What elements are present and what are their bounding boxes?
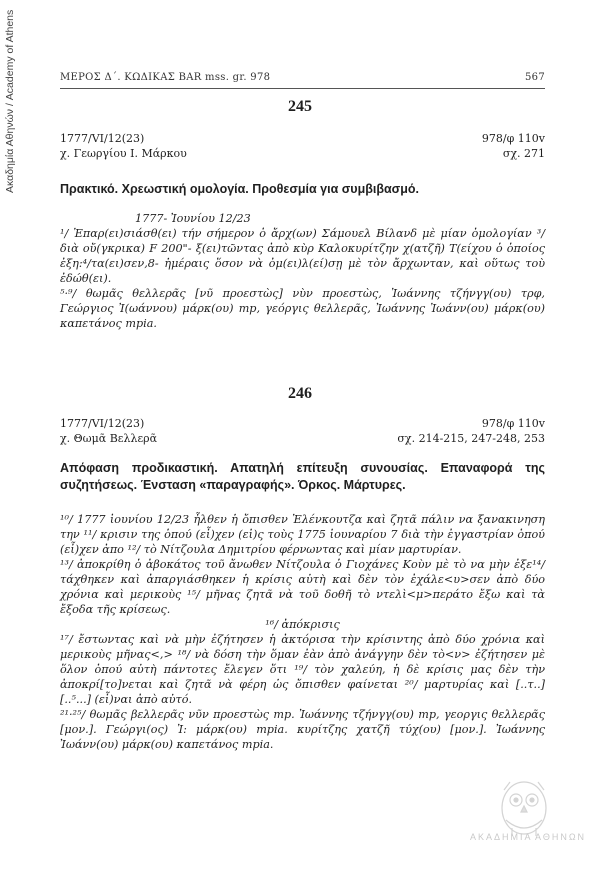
doc-246-folio: 978/φ 110v <box>481 417 545 430</box>
doc-246-para-2: ¹³/ ἀποκρίθη ὁ ἀβοκάτος τοῦ ἄνωθεν Νίτζουλα ὁ Γιοχάνες Κοὺν μὲ τὸ να μὴν ἐξε¹⁴/τάχθηκεν καὶ ἀπαργιάσθηκεν ἡ κρίσις αὐτὴ καὶ δὲν τὸν ἐχάλε<υ>σεν ἀπὸ δύο χρόνια καὶ μερικοὺς ¹⁵/ μῆνας ζητᾶ νὰ τοῦ δοθῆ τὸ ντελὶ<μ>περάτο ἔξω καὶ τὰ ἔξοδα τῆς κρίσεως. <box>60 558 545 616</box>
doc-245-signatures: ⁵·⁹/ θωμᾶς θελλερᾶς [νῦ προεστὼς] νὺν προεστὼς, Ἰωάννης τζήνγγ(ου) τρφ, Γεώργιος Ἰ(ωάννου) μάρκ(ου) mp, γεόργις θελλερᾶς, Ἰωάννης Ἰωάνν(ου) μάρκ(ου) καπετάνος mpia. <box>60 287 545 330</box>
doc-245-title: Πρακτικό. Χρεωστική ομολογία. Προθεσμία για συμβιβασμό. <box>60 182 419 196</box>
doc-245-date-code: 1777/VI/12(23) <box>60 132 145 145</box>
footer-watermark-right: ΑΘΗΝΩΝ <box>535 832 587 842</box>
page-number: 567 <box>525 72 545 83</box>
doc-246-para-1: ¹⁰/ 1777 ἰουνίου 12/23 ἦλθεν ἡ ὄπισθεν Ἐλένκουτζα καὶ ζητᾶ πάλιν να ξανακινηση την ¹¹/ κρισιν της ὁπού (εἶ)χεν (εἰ)ς τοὺς 1775 ἰουναρίου 7 διὰ τὴν ἐγγαστρίαν ὁπού (εἶ)χεν ἀπο ¹²/ τὸ Νίτζουλα Δημιτρίου φέρνωντας καὶ μίαν μαρτυρίαν. <box>60 513 545 556</box>
footer-watermark-left: ΑΚΑΔΗΜΙΑ <box>470 832 533 842</box>
doc-245-text <box>60 211 545 331</box>
doc-246-number: 246 <box>288 385 312 402</box>
page-header <box>60 72 545 83</box>
doc-246-title: Απόφαση προδικαστική. Απατηλή επίτευξη συνουσίας. Επαναφορά της συζητήσεως. Ένσταση «παραγραφής». Όρκος. Μάρτυρες. <box>60 461 545 492</box>
doc-246-date-code: 1777/VI/12(23) <box>60 417 145 430</box>
doc-246-text <box>60 512 545 752</box>
doc-246-meta <box>60 416 545 446</box>
doc-246-scribe: χ. Θωμᾶ Βελλερᾶ <box>60 432 158 445</box>
header-rule <box>60 88 545 89</box>
running-head: ΜΕΡΟΣ Δ΄. ΚΩΔΙΚΑΣ BAR mss. gr. 978 <box>60 72 271 83</box>
vertical-watermark: Ακαδημία Αθηνών / Academy of Athens <box>4 10 16 194</box>
doc-245-scribe: χ. Γεωργίου Ι. Μάρκου <box>60 147 187 160</box>
doc-245-folio: 978/φ 110v <box>481 132 545 145</box>
doc-245-line-1: ¹/ Ἐπαρ(ει)σιάσθ(ει) τήν σήμερον ὁ ἄρχ(ων) Σάμουελ Βίλανδ μὲ μίαν ὁμολογίαν ³/ διὰ οὔ(γκρικα) F 200"- ξ(ει)τῶντας ἀπὸ κὺρ Καλοκυρίτζην χ(ατζῆ) Τ(είχου ὁ ὁποίος ἐξη:⁴/τα(ει)σεν,8- ἡμέραις ὅσον νὰ ὀμ(ει)λ(εί)σῃ μὲ τὸν ἄρχωνταν, καὶ οὕτως τοὺ ἐδώθ(ει). <box>60 227 545 285</box>
academy-owl-watermark-icon <box>452 770 592 860</box>
doc-245-number: 245 <box>288 98 312 115</box>
doc-246-para-3: ¹⁷/ ἔστωντας καὶ νὰ μὴν ἐζήτησεν ἡ ἀκτόρισα τὴν κρίσιντης ἀπὸ δύο χρόνια καὶ μερικοὺς μῆνας<,> ¹⁸/ νὰ δόση τὴν ὅμαν ἐὰν ἀπὸ ἀνάγγην δὲν τὸ<ν> ἐζήτησεν μὲ ὅλον ὁπού αὐτὴ πάντοτες ἔλεγεν ὅτι ¹⁹/ τὸν χαλεύη, ἡ δὲ κρίσις μας δὲν τὴν ἀποκρί[το]νεται καὶ ζητᾶ νὰ φέρη ὡς ὄπισθεν φαίνεται ²⁰/ μαρτυρίας καὶ [..τ..] [..⁵...] (εἶ)ναι ἀπὸ αὐτό. <box>60 633 545 706</box>
doc-246-ref: σχ. 214-215, 247-248, 253 <box>397 432 545 445</box>
doc-245-meta <box>60 131 545 161</box>
doc-245-date-line: 1777- Ἰουνίου 12/23 <box>135 212 251 225</box>
doc-246-response-heading: ¹⁶/ ἀπόκρισις <box>265 618 340 631</box>
doc-246-signatures: ²¹·²⁵/ θωμᾶς βελλερᾶς νῦν προεστὼς mp. Ἰωάννης τζήνγγ(ου) mp, γεοργις θελλερᾶς [μον.]. Γεώργι(ος) Ἰ: μάρκ(ου) mpia. κυρίτζης χατζῆ τύχ(ου) [μον.]. Ἰωάννης Ἰωάνν(ου) μάρκ(ου) καπετάνος mpia. <box>60 708 545 751</box>
doc-245-ref: σχ. 271 <box>502 147 545 160</box>
